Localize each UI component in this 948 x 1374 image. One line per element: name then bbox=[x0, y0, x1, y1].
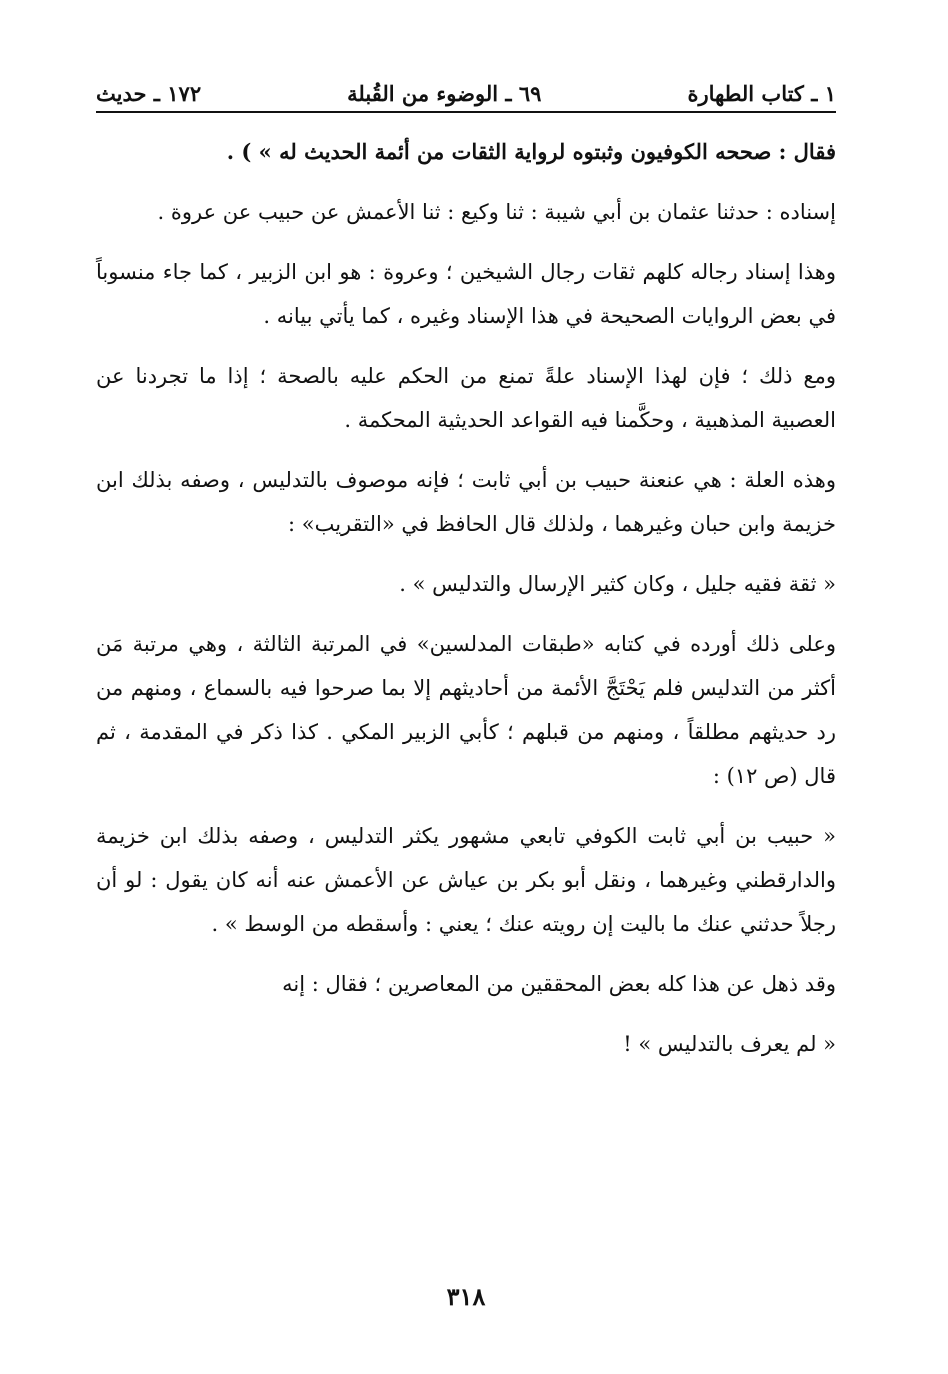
paragraph-7: وقد ذهل عن هذا كله بعض المحققين من المعاصرين ؛ فقال : إنه bbox=[282, 972, 836, 996]
paragraph-5: وهذه العلة : هي عنعنة حبيب بن أبي ثابت ؛ فإنه موصوف بالتدليس ، وصفه بذلك ابن خزيمة وابن حبان وغيرهما ، ولذلك قال الحافظ في «التقريب» : bbox=[96, 468, 836, 536]
book-page bbox=[96, 60, 836, 1350]
paragraph-4: ومع ذلك ؛ فإن لهذا الإسناد علةً تمنع من الحكم عليه بالصحة ؛ إذا ما تجردنا عن العصبية المذهبية ، وحكَّمنا فيه القواعد الحديثية المحكمة . bbox=[96, 364, 836, 432]
running-header bbox=[96, 70, 836, 106]
paragraph-2: إسناده : حدثنا عثمان بن أبي شيبة : ثنا وكيع : ثنا الأعمش عن حبيب عن عروة . bbox=[157, 200, 836, 224]
quote-tabaqat: « حبيب بن أبي ثابت الكوفي تابعي مشهور يكثر التدليس ، وصفه بذلك ابن خزيمة والدارقطني وغيرهما ، ونقل أبو بكر بن عياش عن الأعمش عنه أنه كان يقول : لو أن رجلاً حدثني عنك ما باليت إن رويته عنك ؛ يعني : وأسقطه من الوسط » . bbox=[96, 824, 836, 936]
quote-taqrib: « ثقة فقيه جليل ، وكان كثير الإرسال والتدليس » . bbox=[399, 572, 836, 596]
page-number: ٣١٨ bbox=[446, 1282, 486, 1311]
header-chapter-title: ٦٩ ـ الوضوء من القُبلة bbox=[347, 81, 542, 106]
page-body bbox=[96, 130, 836, 1082]
paragraph-1: فقال : صححه الكوفيون وثبتوه لرواية الثقات من أئمة الحديث له » ) . bbox=[226, 139, 836, 164]
quote-final: « لم يعرف بالتدليس » ! bbox=[623, 1032, 836, 1056]
paragraph-3: وهذا إسناد رجاله كلهم ثقات رجال الشيخين ؛ وعروة : هو ابن الزبير ، كما جاء منسوباً في بعض الروايات الصحيحة في هذا الإسناد وغيره ، كما يأتي بيانه . bbox=[96, 260, 836, 328]
header-divider bbox=[96, 111, 836, 113]
header-book-title: ١ ـ كتاب الطهارة bbox=[687, 81, 836, 106]
header-hadith-number: ١٧٢ ـ حديث bbox=[96, 81, 202, 106]
paragraph-6: وعلى ذلك أورده في كتابه «طبقات المدلسين» في المرتبة الثالثة ، وهي مرتبة مَن أكثر من التدليس فلم يَحْتَجَّ الأئمة من أحاديثهم إلا بما صرحوا فيه بالسماع ، ومنهم من رد حديثهم مطلقاً ، ومنهم من قبلهم ؛ كأبي الزبير المكي . كذا ذكر في المقدمة ، ثم قال (ص ١٢) : bbox=[96, 632, 836, 788]
